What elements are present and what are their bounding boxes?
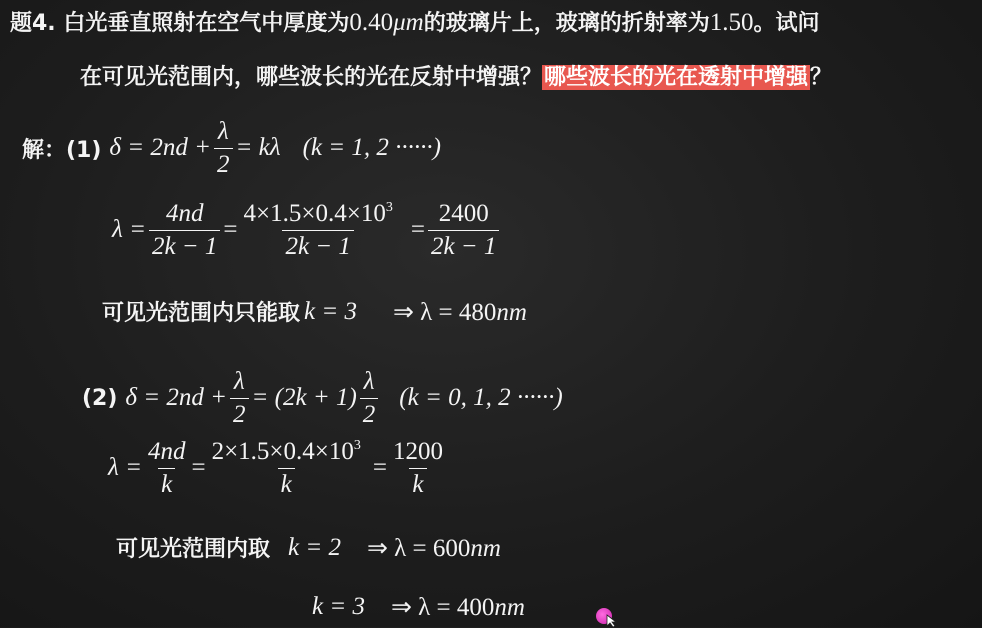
part2-condition: (k = 0, 1, 2 ······) (399, 384, 563, 411)
part1-frac3 (428, 200, 499, 260)
part1-condition: (k = 1, 2 ······) (302, 134, 441, 161)
part2-half-lambda-2 (360, 368, 379, 428)
part1-frac1-num: 4nd (165, 200, 204, 227)
part2-frac2-num-base: 2×1.5×0.4×10 (211, 438, 354, 465)
part2-mid: = (2k + 1) (251, 384, 357, 411)
thickness-unit: μm (393, 9, 424, 36)
part2-frac3 (390, 438, 446, 498)
refractive-index-value: 1.50 (709, 9, 754, 36)
part1-result-k: k = 3 (304, 297, 357, 325)
part2-result1-lambda (367, 533, 501, 563)
part1-result-lambda (393, 297, 527, 327)
part1-eq2: = (223, 216, 238, 243)
part2-frac1 (145, 438, 189, 498)
part1-frac1 (149, 200, 220, 260)
part2-result1-unit: nm (470, 534, 501, 562)
part2-lambda-eq: λ = (108, 454, 142, 481)
part1-result (102, 296, 527, 327)
problem-question-end: ？ (810, 65, 833, 90)
problem-line-2 (80, 60, 832, 91)
part2-half-num: λ (233, 368, 245, 395)
problem-text-b: 的玻璃片上，玻璃的折射率为 (423, 11, 710, 36)
part1-frac2-num (241, 200, 396, 230)
part2-prefix: (2) (82, 385, 118, 411)
part1-result-text: 可见光范围内只能取 (102, 301, 301, 326)
part2-result2-lambda (391, 592, 525, 622)
part1-half-num: λ (217, 118, 229, 145)
part1-frac2-den: 2k − 1 (282, 230, 353, 261)
thickness-value: 0.40 (349, 9, 394, 36)
part2-half2-num: λ (363, 368, 375, 395)
part1-result-unit: nm (496, 298, 527, 326)
part1-result-value: ⇒ λ = 480 (392, 298, 497, 326)
part1-rhs: = kλ (235, 134, 281, 161)
part1-wavelength-derivation (112, 200, 502, 260)
part2-result1-k: k = 2 (288, 533, 341, 561)
problem-line-1 (10, 6, 820, 37)
problem-question-reflection: 在可见光范围内，哪些波长的光在反射中增强？ (80, 65, 543, 90)
problem-question-transmission: 哪些波长的光在透射中增强 (544, 65, 809, 90)
part2-result-2 (312, 592, 525, 622)
part2-result-text: 可见光范围内取 (116, 537, 271, 562)
part2-half-lambda (230, 368, 249, 428)
part2-eq3: = (372, 454, 387, 481)
problem-text-a: 白光垂直照射在空气中厚度为 (63, 11, 350, 36)
part1-lambda-eq: λ = (112, 216, 146, 243)
part2-equation (82, 368, 563, 428)
part2-half-den: 2 (230, 398, 249, 429)
part1-frac3-num: 2400 (438, 200, 489, 227)
problem-label: 题4. (10, 11, 56, 36)
part1-frac2-exp: 3 (385, 200, 393, 215)
mouse-cursor-icon (606, 614, 620, 628)
part2-frac1-num: 4nd (147, 438, 186, 465)
part1-equation (22, 118, 441, 178)
part2-half2-den: 2 (360, 398, 379, 429)
part2-result2-value: ⇒ λ = 400 (390, 594, 495, 621)
part1-frac1-den: 2k − 1 (149, 230, 220, 261)
part1-eq3: = (410, 216, 425, 243)
problem-text-c: 。试问 (753, 11, 820, 36)
part1-frac2-num-base: 4×1.5×0.4×10 (243, 200, 386, 227)
part2-frac1-den: k (158, 468, 175, 499)
part2-frac2-num (209, 438, 364, 468)
part1-half-lambda (214, 118, 233, 178)
part2-wavelength-derivation (108, 438, 449, 498)
part1-frac2 (241, 200, 396, 260)
part2-frac3-den: k (409, 468, 426, 499)
part1-frac3-den: 2k − 1 (428, 230, 499, 261)
part2-frac3-num: 1200 (392, 438, 443, 465)
part1-half-den: 2 (214, 148, 233, 179)
part2-result-1 (116, 532, 501, 563)
part2-eq2: = (191, 454, 206, 481)
part2-delta: δ = 2nd + (125, 384, 228, 411)
part2-result2-unit: nm (494, 594, 525, 621)
part1-delta: δ = 2nd + (109, 134, 212, 161)
part2-frac2-exp: 3 (353, 438, 361, 453)
part2-result2-k: k = 3 (312, 593, 365, 620)
part1-prefix: 解：(1) (22, 137, 102, 163)
part2-result1-value: ⇒ λ = 600 (366, 534, 471, 562)
part2-frac2-den: k (278, 468, 295, 499)
part2-frac2 (209, 438, 364, 498)
